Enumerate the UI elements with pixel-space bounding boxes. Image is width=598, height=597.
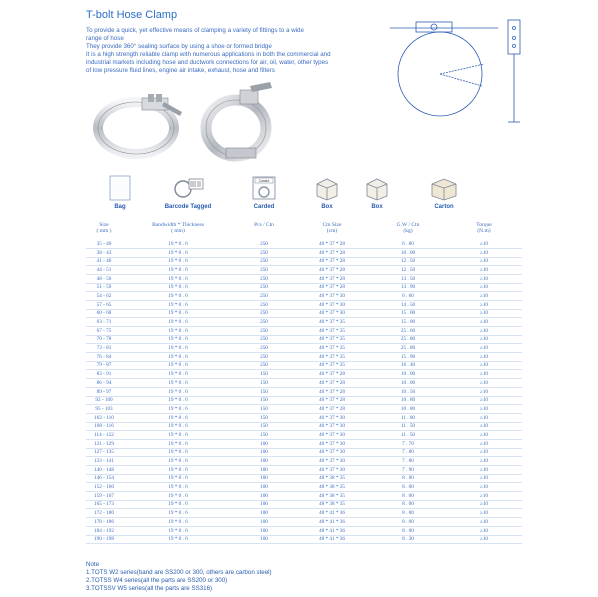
cell-gw: 10 . 00 [370, 379, 446, 388]
cell-size: 152 - 160 [86, 483, 122, 492]
cell-size: 67 - 75 [86, 327, 122, 336]
note-item: 2.TOTSS W4 series(all the parts are SS200 or 300) [86, 577, 228, 584]
cell-pcs: 100 [234, 440, 294, 449]
table-row [86, 422, 522, 431]
cell-bandwidth: 19 * 0 . 6 [122, 301, 234, 310]
note-item: 3.TOTSSV W5 series(all the parts are SS316) [86, 585, 213, 592]
cell-gw: 13 . 50 [370, 275, 446, 284]
cell-ctn-size: 40 * 37 * 28 [294, 388, 370, 397]
cell-ctn-size: 48 * 38 * 35 [294, 500, 370, 509]
cell-gw: 12 . 50 [370, 257, 446, 266]
cell-bandwidth: 19 * 0 . 6 [122, 309, 234, 318]
packaging-label: Box [321, 204, 333, 210]
cell-ctn-size: 40 * 37 * 30 [294, 422, 370, 431]
cell-bandwidth: 19 * 0 . 6 [122, 509, 234, 518]
cell-gw: 7 . 90 [370, 466, 446, 475]
cell-bandwidth: 19 * 0 . 6 [122, 335, 234, 344]
cell-torque: ≥10 [446, 266, 522, 275]
table-row [86, 405, 522, 414]
cell-bandwidth: 19 * 0 . 6 [122, 414, 234, 423]
cell-bandwidth: 19 * 0 . 6 [122, 405, 234, 414]
header-torque: Torque (N.m) [476, 222, 492, 234]
cell-ctn-size: 48 * 38 * 35 [294, 483, 370, 492]
clamp-photo-right [196, 82, 278, 162]
cell-gw: 7 . 80 [370, 457, 446, 466]
cell-pcs: 250 [234, 249, 294, 258]
intro-line: To provide a quick, yet effective means of clamping a variety of fittings to a wide [86, 27, 304, 34]
cell-gw: 8 . 30 [370, 535, 446, 544]
cell-size: 83 - 91 [86, 370, 122, 379]
card-icon [251, 175, 277, 201]
cell-pcs: 250 [234, 275, 294, 284]
cell-ctn-size: 40 * 37 * 28 [294, 249, 370, 258]
table-row [86, 449, 522, 458]
barcode-tag-icon [171, 175, 205, 201]
cell-size: 89 - 97 [86, 388, 122, 397]
cell-pcs: 150 [234, 370, 294, 379]
cell-size: 38 - 43 [86, 249, 122, 258]
cell-bandwidth: 19 * 0 . 6 [122, 422, 234, 431]
cell-bandwidth: 19 * 0 . 6 [122, 492, 234, 501]
cell-bandwidth: 19 * 0 . 6 [122, 388, 234, 397]
cell-size: 41 - 46 [86, 257, 122, 266]
cell-gw: 16 . 40 [370, 361, 446, 370]
cell-pcs: 150 [234, 396, 294, 405]
packaging-item-box [362, 175, 392, 210]
cell-torque: ≥10 [446, 318, 522, 327]
cell-size: 190 - 198 [86, 535, 122, 544]
table-row [86, 475, 522, 484]
table-row [86, 240, 522, 249]
cell-pcs: 150 [234, 422, 294, 431]
cell-pcs: 150 [234, 414, 294, 423]
cell-bandwidth: 19 * 0 . 6 [122, 500, 234, 509]
cell-size: 159 - 167 [86, 492, 122, 501]
cell-pcs: 100 [234, 535, 294, 544]
table-row [86, 344, 522, 353]
table-row [86, 388, 522, 397]
cell-bandwidth: 19 * 0 . 6 [122, 483, 234, 492]
cell-size: 76 - 84 [86, 353, 122, 362]
cell-ctn-size: 40 * 37 * 30 [294, 292, 370, 301]
cell-gw: 8 . 00 [370, 509, 446, 518]
cell-bandwidth: 19 * 0 . 6 [122, 257, 234, 266]
table-row [86, 535, 522, 544]
cell-bandwidth: 19 * 0 . 6 [122, 527, 234, 536]
table-row [86, 292, 522, 301]
cell-torque: ≥10 [446, 309, 522, 318]
cell-size: 133 - 141 [86, 457, 122, 466]
cell-bandwidth: 19 * 0 . 6 [122, 318, 234, 327]
cell-torque: ≥10 [446, 379, 522, 388]
cell-bandwidth: 19 * 0 . 6 [122, 518, 234, 527]
cell-size: 108 - 116 [86, 422, 122, 431]
cell-size: 165 - 173 [86, 500, 122, 509]
cell-bandwidth: 19 * 0 . 6 [122, 327, 234, 336]
cell-ctn-size: 40 * 37 * 28 [294, 283, 370, 292]
table-row [86, 257, 522, 266]
cell-gw: 25 . 80 [370, 344, 446, 353]
cell-torque: ≥10 [446, 327, 522, 336]
cell-ctn-size: 48 * 41 * 36 [294, 518, 370, 527]
cell-gw: 14 . 50 [370, 301, 446, 310]
cell-size: 178 - 186 [86, 518, 122, 527]
cell-ctn-size: 40 * 37 * 28 [294, 266, 370, 275]
cell-pcs: 250 [234, 240, 294, 249]
intro-line: They provide 360° sealing surface by using a shoe or formed bridge [86, 43, 272, 50]
packaging-label: Barcode Tagged [164, 204, 212, 210]
cell-ctn-size: 48 * 41 * 36 [294, 509, 370, 518]
cell-bandwidth: 19 * 0 . 6 [122, 457, 234, 466]
cell-size: 73 - 81 [86, 344, 122, 353]
cell-size: 51 - 59 [86, 283, 122, 292]
cell-torque: ≥10 [446, 422, 522, 431]
cell-gw: 10 . 00 [370, 249, 446, 258]
cell-gw: 6 . 60 [370, 292, 446, 301]
cell-ctn-size: 48 * 41 * 36 [294, 527, 370, 536]
table-row [86, 266, 522, 275]
cell-bandwidth: 19 * 0 . 6 [122, 283, 234, 292]
cell-ctn-size: 40 * 37 * 30 [294, 440, 370, 449]
table-row [86, 440, 522, 449]
cell-torque: ≥10 [446, 257, 522, 266]
table-row [86, 275, 522, 284]
cell-torque: ≥10 [446, 388, 522, 397]
cell-bandwidth: 19 * 0 . 6 [122, 361, 234, 370]
cell-gw: 12 . 50 [370, 266, 446, 275]
cell-gw: 11 . 50 [370, 422, 446, 431]
cell-pcs: 100 [234, 457, 294, 466]
intro-line: It is a high strength reliable clamp with numerous applications in both the commercial and [86, 51, 331, 58]
packaging-item-barcode-tagged [150, 175, 226, 210]
cell-size: 140 - 148 [86, 466, 122, 475]
cell-size: 63 - 71 [86, 318, 122, 327]
cell-pcs: 250 [234, 318, 294, 327]
cell-ctn-size: 40 * 37 * 28 [294, 370, 370, 379]
packaging-label: Box [371, 204, 383, 210]
notes [86, 561, 272, 593]
cell-size: 102 - 110 [86, 414, 122, 423]
bag-icon [109, 175, 131, 201]
cell-gw: 8 . 00 [370, 500, 446, 509]
cell-bandwidth: 19 * 0 . 6 [122, 370, 234, 379]
cell-ctn-size: 40 * 37 * 30 [294, 431, 370, 440]
header-ctn-size: Ctn Size (cm) [322, 222, 342, 234]
table-row [86, 301, 522, 310]
cell-pcs: 250 [234, 327, 294, 336]
cell-size: 57 - 65 [86, 301, 122, 310]
cell-size: 35 - 40 [86, 240, 122, 249]
cell-torque: ≥10 [446, 527, 522, 536]
cell-bandwidth: 19 * 0 . 6 [122, 448, 234, 457]
cell-bandwidth: 19 * 0 . 6 [122, 292, 234, 301]
cell-pcs: 100 [234, 492, 294, 501]
cell-size: 95 - 103 [86, 405, 122, 414]
cell-gw: 11 . 00 [370, 414, 446, 423]
packaging-item-bag [100, 175, 140, 210]
table-row [86, 370, 522, 379]
cell-ctn-size: 40 * 37 * 28 [294, 275, 370, 284]
table-row [86, 396, 522, 405]
intro-line: of low pressure fluid lines, engine air intake, exhaust, hose and filters [86, 67, 275, 74]
cell-size: 172 - 180 [86, 509, 122, 518]
cell-ctn-size: 48 * 41 * 36 [294, 535, 370, 544]
cell-torque: ≥10 [446, 518, 522, 527]
table-row [86, 353, 522, 362]
cell-size: 70 - 78 [86, 335, 122, 344]
cell-torque: ≥10 [446, 405, 522, 414]
cell-size: 86 - 94 [86, 379, 122, 388]
header-bandwidth: Bandwidth * Thickness ( mm) [152, 222, 204, 234]
cell-torque: ≥10 [446, 448, 522, 457]
cell-pcs: 250 [234, 301, 294, 310]
clamp-technical-diagram [380, 12, 530, 132]
cell-gw: 10 . 80 [370, 396, 446, 405]
cell-ctn-size: 40 * 37 * 30 [294, 301, 370, 310]
carton-icon [429, 175, 459, 201]
table-row [86, 466, 522, 475]
cell-size: 79 - 87 [86, 361, 122, 370]
cell-torque: ≥10 [446, 370, 522, 379]
cell-torque: ≥10 [446, 466, 522, 475]
cell-size: 114 - 122 [86, 431, 122, 440]
spec-table [86, 222, 522, 544]
cell-torque: ≥10 [446, 483, 522, 492]
table-row [86, 492, 522, 501]
box-icon [364, 175, 390, 201]
table-row [86, 310, 522, 319]
cell-gw: 10 . 80 [370, 405, 446, 414]
cell-gw: 8 . 00 [370, 474, 446, 483]
cell-torque: ≥10 [446, 509, 522, 518]
table-row [86, 431, 522, 440]
cell-size: 44 - 51 [86, 266, 122, 275]
table-row [86, 249, 522, 258]
cell-bandwidth: 19 * 0 . 6 [122, 440, 234, 449]
cell-bandwidth: 19 * 0 . 6 [122, 431, 234, 440]
intro-text [86, 27, 386, 75]
header-size: Size ( mm ) [96, 222, 112, 234]
table-row [86, 483, 522, 492]
cell-torque: ≥10 [446, 249, 522, 258]
cell-bandwidth: 19 * 0 . 6 [122, 535, 234, 544]
cell-gw: 15 . 00 [370, 318, 446, 327]
table-row [86, 527, 522, 536]
table-row [86, 457, 522, 466]
cell-gw: 10 . 50 [370, 388, 446, 397]
clamp-photo-left [92, 88, 188, 160]
cell-pcs: 150 [234, 431, 294, 440]
cell-bandwidth: 19 * 0 . 6 [122, 344, 234, 353]
cell-pcs: 150 [234, 388, 294, 397]
cell-bandwidth: 19 * 0 . 6 [122, 396, 234, 405]
table-row [86, 518, 522, 527]
cell-pcs: 250 [234, 257, 294, 266]
card-icon-text: Carded [258, 179, 270, 183]
table-row [86, 327, 522, 336]
cell-pcs: 100 [234, 500, 294, 509]
cell-torque: ≥10 [446, 353, 522, 362]
cell-pcs: 250 [234, 335, 294, 344]
cell-pcs: 100 [234, 448, 294, 457]
cell-pcs: 250 [234, 283, 294, 292]
cell-ctn-size: 40 * 37 * 35 [294, 318, 370, 327]
header-gw: G.W / Ctn (kg) [396, 222, 420, 234]
cell-ctn-size: 40 * 37 * 28 [294, 379, 370, 388]
cell-ctn-size: 40 * 37 * 28 [294, 405, 370, 414]
cell-torque: ≥10 [446, 474, 522, 483]
packaging-options [86, 175, 516, 221]
table-row [86, 283, 522, 292]
cell-torque: ≥10 [446, 457, 522, 466]
cell-gw: 7 . 80 [370, 448, 446, 457]
cell-pcs: 100 [234, 466, 294, 475]
box-icon [314, 175, 340, 201]
cell-size: 184 - 192 [86, 527, 122, 536]
cell-bandwidth: 19 * 0 . 6 [122, 266, 234, 275]
cell-pcs: 250 [234, 292, 294, 301]
packaging-label: Bag [114, 204, 126, 210]
note-item: 1.TOTS W2 series(band are SS200 or 300, others are carbon steel) [86, 569, 272, 576]
header-pcs: Pcs / Ctn [254, 222, 274, 228]
cell-torque: ≥10 [446, 344, 522, 353]
cell-ctn-size: 40 * 37 * 28 [294, 396, 370, 405]
cell-bandwidth: 19 * 0 . 6 [122, 275, 234, 284]
cell-gw: 10 . 00 [370, 370, 446, 379]
cell-torque: ≥10 [446, 240, 522, 249]
cell-gw: 25 . 80 [370, 335, 446, 344]
cell-size: 54 - 62 [86, 292, 122, 301]
cell-ctn-size: 40 * 37 * 28 [294, 240, 370, 249]
cell-gw: 8 . 00 [370, 527, 446, 536]
cell-gw: 15 . 00 [370, 309, 446, 318]
cell-size: 127 - 135 [86, 448, 122, 457]
cell-gw: 13 . 90 [370, 283, 446, 292]
cell-torque: ≥10 [446, 275, 522, 284]
packaging-item-carded [244, 175, 284, 210]
cell-gw: 8 . 00 [370, 518, 446, 527]
cell-pcs: 100 [234, 527, 294, 536]
table-body [86, 240, 522, 544]
cell-ctn-size: 40 * 37 * 35 [294, 327, 370, 336]
cell-bandwidth: 19 * 0 . 6 [122, 379, 234, 388]
cell-torque: ≥10 [446, 414, 522, 423]
cell-gw: 8 . 00 [370, 492, 446, 501]
cell-bandwidth: 19 * 0 . 6 [122, 240, 234, 249]
cell-pcs: 150 [234, 405, 294, 414]
cell-ctn-size: 40 * 37 * 30 [294, 466, 370, 475]
cell-pcs: 100 [234, 518, 294, 527]
cell-ctn-size: 40 * 37 * 30 [294, 414, 370, 423]
cell-torque: ≥10 [446, 292, 522, 301]
table-row [86, 414, 522, 423]
packaging-item-box [312, 175, 342, 210]
cell-ctn-size: 48 * 38 * 35 [294, 492, 370, 501]
cell-size: 92 - 100 [86, 396, 122, 405]
cell-torque: ≥10 [446, 283, 522, 292]
cell-torque: ≥10 [446, 301, 522, 310]
cell-ctn-size: 48 * 38 * 35 [294, 474, 370, 483]
cell-ctn-size: 40 * 37 * 35 [294, 344, 370, 353]
cell-gw: 6 . 80 [370, 240, 446, 249]
cell-torque: ≥10 [446, 361, 522, 370]
table-row [86, 501, 522, 510]
cell-ctn-size: 40 * 37 * 35 [294, 335, 370, 344]
cell-size: 60 - 68 [86, 309, 122, 318]
intro-line: industrial markets including hose and ductwork connections for air, oil, water, other types [86, 59, 329, 66]
table-row [86, 509, 522, 518]
cell-pcs: 250 [234, 361, 294, 370]
cell-bandwidth: 19 * 0 . 6 [122, 474, 234, 483]
cell-torque: ≥10 [446, 396, 522, 405]
cell-pcs: 100 [234, 509, 294, 518]
cell-ctn-size: 40 * 37 * 35 [294, 361, 370, 370]
cell-gw: 15 . 90 [370, 353, 446, 362]
table-header [86, 222, 522, 240]
cell-torque: ≥10 [446, 492, 522, 501]
page-title: T-bolt Hose Clamp [86, 9, 178, 21]
cell-pcs: 100 [234, 474, 294, 483]
cell-ctn-size: 40 * 37 * 35 [294, 353, 370, 362]
intro-line: range of hose [86, 35, 124, 42]
cell-size: 121 - 129 [86, 440, 122, 449]
cell-gw: 11 . 50 [370, 431, 446, 440]
cell-torque: ≥10 [446, 335, 522, 344]
packaging-label: Carded [253, 204, 275, 210]
cell-pcs: 150 [234, 379, 294, 388]
cell-pcs: 250 [234, 353, 294, 362]
table-row [86, 379, 522, 388]
cell-ctn-size: 40 * 37 * 30 [294, 457, 370, 466]
cell-torque: ≥10 [446, 535, 522, 544]
cell-pcs: 100 [234, 483, 294, 492]
cell-gw: 7 . 70 [370, 440, 446, 449]
cell-bandwidth: 19 * 0 . 6 [122, 249, 234, 258]
cell-torque: ≥10 [446, 440, 522, 449]
cell-torque: ≥10 [446, 500, 522, 509]
cell-torque: ≥10 [446, 431, 522, 440]
cell-bandwidth: 19 * 0 . 6 [122, 466, 234, 475]
table-row [86, 362, 522, 371]
cell-pcs: 250 [234, 309, 294, 318]
table-row [86, 318, 522, 327]
cell-ctn-size: 40 * 37 * 28 [294, 257, 370, 266]
cell-size: 48 - 56 [86, 275, 122, 284]
cell-gw: 25 . 60 [370, 327, 446, 336]
cell-bandwidth: 19 * 0 . 6 [122, 353, 234, 362]
cell-ctn-size: 40 * 37 * 30 [294, 309, 370, 318]
table-row [86, 336, 522, 345]
cell-pcs: 250 [234, 266, 294, 275]
packaging-label: Carton [434, 204, 454, 210]
packaging-item-carton [424, 175, 464, 210]
notes-heading: Note [86, 561, 100, 568]
cell-ctn-size: 40 * 37 * 30 [294, 448, 370, 457]
cell-gw: 8 . 00 [370, 483, 446, 492]
cell-size: 146 - 154 [86, 474, 122, 483]
cell-pcs: 250 [234, 344, 294, 353]
